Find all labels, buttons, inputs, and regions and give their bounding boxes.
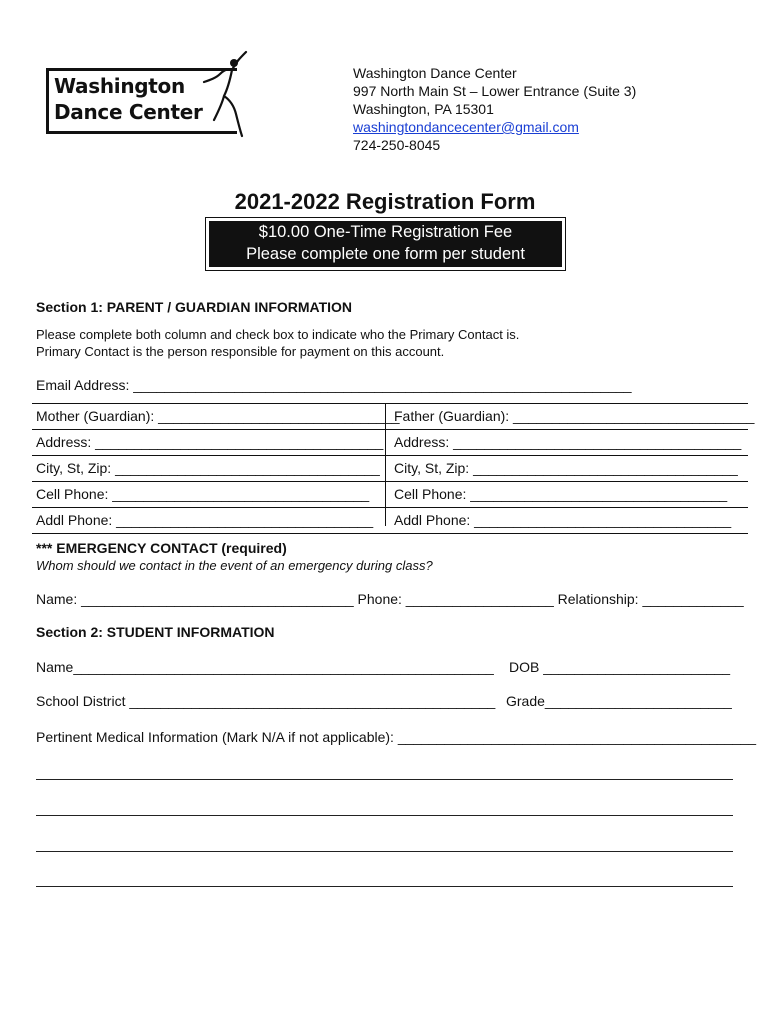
grade-field[interactable]: Grade________________________ [506, 693, 732, 709]
medical-info-field[interactable]: Pertinent Medical Information (Mark N/A if not applicable): ______________________________________________ [36, 729, 756, 745]
school-district-field[interactable]: School District _______________________________________________ [36, 693, 496, 709]
org-address-line-2: Washington, PA 15301 [353, 101, 494, 117]
contact-block [353, 64, 636, 154]
mother-city-field[interactable]: City, St, Zip: __________________________________ [36, 460, 380, 476]
mother-guardian-field[interactable]: Mother (Guardian): _______________________________ [36, 408, 400, 424]
father-guardian-field[interactable]: Father (Guardian): _______________________________ [394, 408, 755, 424]
logo-line-1: Washington [54, 74, 185, 98]
medical-line-1[interactable] [36, 779, 733, 780]
org-email-link[interactable]: washingtondancecenter@gmail.com [353, 119, 579, 135]
medical-line-4[interactable] [36, 886, 733, 887]
emergency-subheading: Whom should we contact in the event of an emergency during class? [36, 558, 433, 573]
section2-heading: Section 2: STUDENT INFORMATION [36, 624, 275, 640]
student-dob-field[interactable]: DOB ________________________ [509, 659, 731, 675]
mother-address-field[interactable]: Address: _____________________________________ [36, 434, 384, 450]
table-row [32, 481, 748, 507]
fee-line-2: Please complete one form per student [246, 245, 525, 263]
column-divider [385, 403, 386, 526]
email-address-field[interactable]: Email Address: ________________________________________________________________ [36, 377, 632, 393]
student-name-field[interactable]: Name______________________________________________________ [36, 659, 494, 675]
section1-note-1: Please complete both column and check box to indicate who the Primary Contact is. [36, 327, 520, 342]
table-row [32, 507, 748, 534]
emergency-contact-fields[interactable]: Name: ___________________________________ Phone: ___________________ Relationship: _____________ [36, 591, 744, 607]
form-title: 2021-2022 Registration Form [234, 189, 536, 214]
dancer-icon [194, 48, 254, 140]
table-row [32, 429, 748, 455]
fee-banner [205, 217, 566, 271]
fee-line-1: $10.00 One-Time Registration Fee [258, 223, 513, 241]
medical-line-3[interactable] [36, 851, 733, 852]
section1-heading: Section 1: PARENT / GUARDIAN INFORMATION [36, 299, 353, 315]
medical-line-2[interactable] [36, 815, 733, 816]
logo [44, 48, 250, 140]
father-city-field[interactable]: City, St, Zip: __________________________________ [394, 460, 738, 476]
father-address-field[interactable]: Address: _____________________________________ [394, 434, 742, 450]
logo-line-2: Dance Center [54, 100, 203, 124]
father-addl-phone-field[interactable]: Addl Phone: _________________________________ [394, 512, 732, 528]
org-name: Washington Dance Center [353, 65, 517, 81]
emergency-heading: *** EMERGENCY CONTACT (required) [36, 540, 287, 556]
table-row [32, 455, 748, 481]
mother-addl-phone-field[interactable]: Addl Phone: _________________________________ [36, 512, 374, 528]
father-cell-phone-field[interactable]: Cell Phone: _________________________________ [394, 486, 728, 502]
mother-cell-phone-field[interactable]: Cell Phone: _________________________________ [36, 486, 370, 502]
parent-guardian-table [32, 403, 755, 534]
org-address-line-1: 997 North Main St – Lower Entrance (Suite 3) [353, 83, 637, 99]
section1-note-2: Primary Contact is the person responsible for payment on this account. [36, 344, 445, 359]
org-phone: 724-250-8045 [353, 137, 441, 153]
table-row [32, 403, 755, 429]
